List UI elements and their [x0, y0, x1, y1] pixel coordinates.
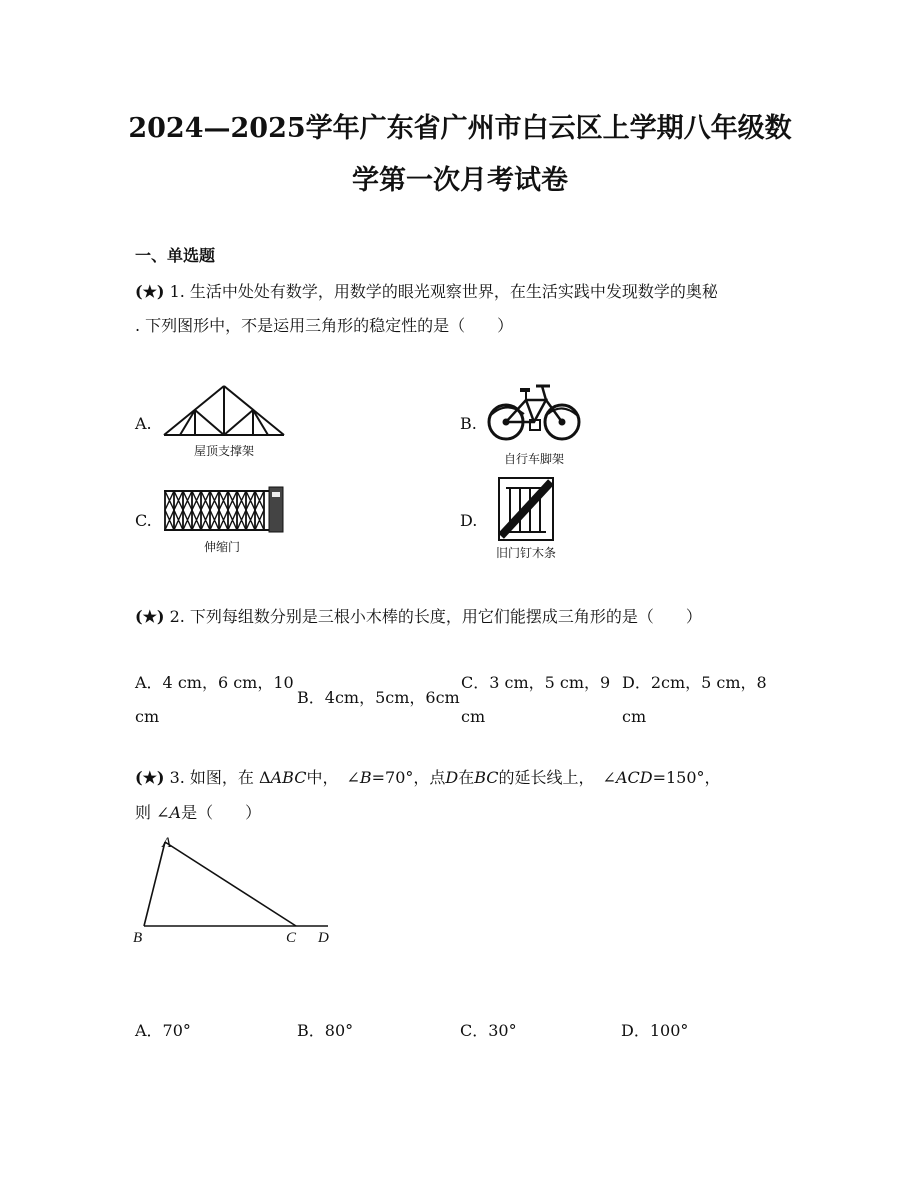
difficulty-star: (★): [135, 607, 165, 626]
q2-option-c-line1: C．3 cm，5 cm，9: [461, 673, 611, 692]
q3-text: 在: [458, 768, 475, 787]
vertex-label-c: C: [286, 930, 297, 946]
section-heading: 一、单选题: [135, 246, 216, 265]
vertex-label-d: D: [318, 930, 329, 946]
q3-option-d: D．100°: [621, 1021, 689, 1040]
question-2-text: 2. 下列每组数分别是三根小木棒的长度，用它们能摆成三角形的是（ ）: [169, 607, 702, 626]
q1-option-d-label: D.: [460, 511, 478, 530]
q1-option-b-label: B.: [460, 414, 477, 433]
vertex-label-a: A: [162, 835, 172, 851]
question-3-line1: [135, 770, 721, 786]
q3-point-d: D: [445, 768, 459, 787]
q3-text: 是（ ）: [181, 803, 262, 822]
old-door-board-image: [496, 476, 556, 542]
question-1-line1: [135, 284, 718, 300]
q3-angle-a: A: [169, 803, 182, 822]
roof-truss-image: [162, 383, 286, 439]
retractable-gate-image: [163, 486, 285, 534]
q2-option-b: B．4cm，5cm，6cm: [297, 688, 460, 707]
triangle-diagram: [128, 832, 340, 950]
q1-option-a-label: A.: [135, 414, 152, 433]
q3-text: 则 ∠: [135, 803, 170, 822]
question-1-text: 1. 生活中处处有数学，用数学的眼光观察世界，在生活实践中发现数学的奥秘: [169, 282, 718, 301]
q2-option-d-line2: cm: [622, 707, 647, 726]
q3-text: =150°，: [652, 768, 721, 787]
difficulty-star: (★): [135, 768, 165, 787]
question-3-line2: [135, 805, 261, 821]
q2-option-a-line2: cm: [135, 707, 160, 726]
q1-option-d-caption: 旧门钉木条: [495, 546, 556, 560]
q3-text: 3. 如图，在 Δ: [169, 768, 271, 787]
q3-text: =70°，点: [371, 768, 446, 787]
q1-option-a-caption: 屋顶支撑架: [193, 444, 254, 458]
q3-option-a: A．70°: [135, 1021, 191, 1040]
q3-segment-bc: BC: [474, 768, 499, 787]
vertex-label-b: B: [133, 930, 143, 946]
document-title-line2: 学第一次月考试卷: [352, 165, 568, 196]
difficulty-star: (★): [135, 282, 165, 301]
question-1-line2: . 下列图形中，不是运用三角形的稳定性的是（ ）: [135, 316, 514, 335]
q1-option-c-caption: 伸缩门: [203, 540, 240, 554]
question-2-line: [135, 609, 702, 625]
q1-option-c-label: C.: [135, 511, 152, 530]
q3-option-c: C．30°: [460, 1021, 517, 1040]
bicycle-image: [486, 378, 582, 444]
q3-text: 的延长线上， ∠: [498, 768, 616, 787]
q2-option-a-line1: A．4 cm，6 cm，10: [135, 673, 294, 692]
q3-option-b: B．80°: [297, 1021, 354, 1040]
q1-option-b-caption: 自行车脚架: [503, 452, 564, 466]
q3-triangle-name: ABC: [270, 768, 307, 787]
q3-angle-b: B: [359, 768, 372, 787]
q3-angle-acd: ACD: [615, 768, 653, 787]
q2-option-c-line2: cm: [461, 707, 486, 726]
document-title-line1: 2024—2025学年广东省广州市白云区上学期八年级数: [128, 113, 792, 144]
q2-option-d-line1: D．2cm，5 cm，8: [622, 673, 767, 692]
q3-text: 中， ∠: [306, 768, 360, 787]
